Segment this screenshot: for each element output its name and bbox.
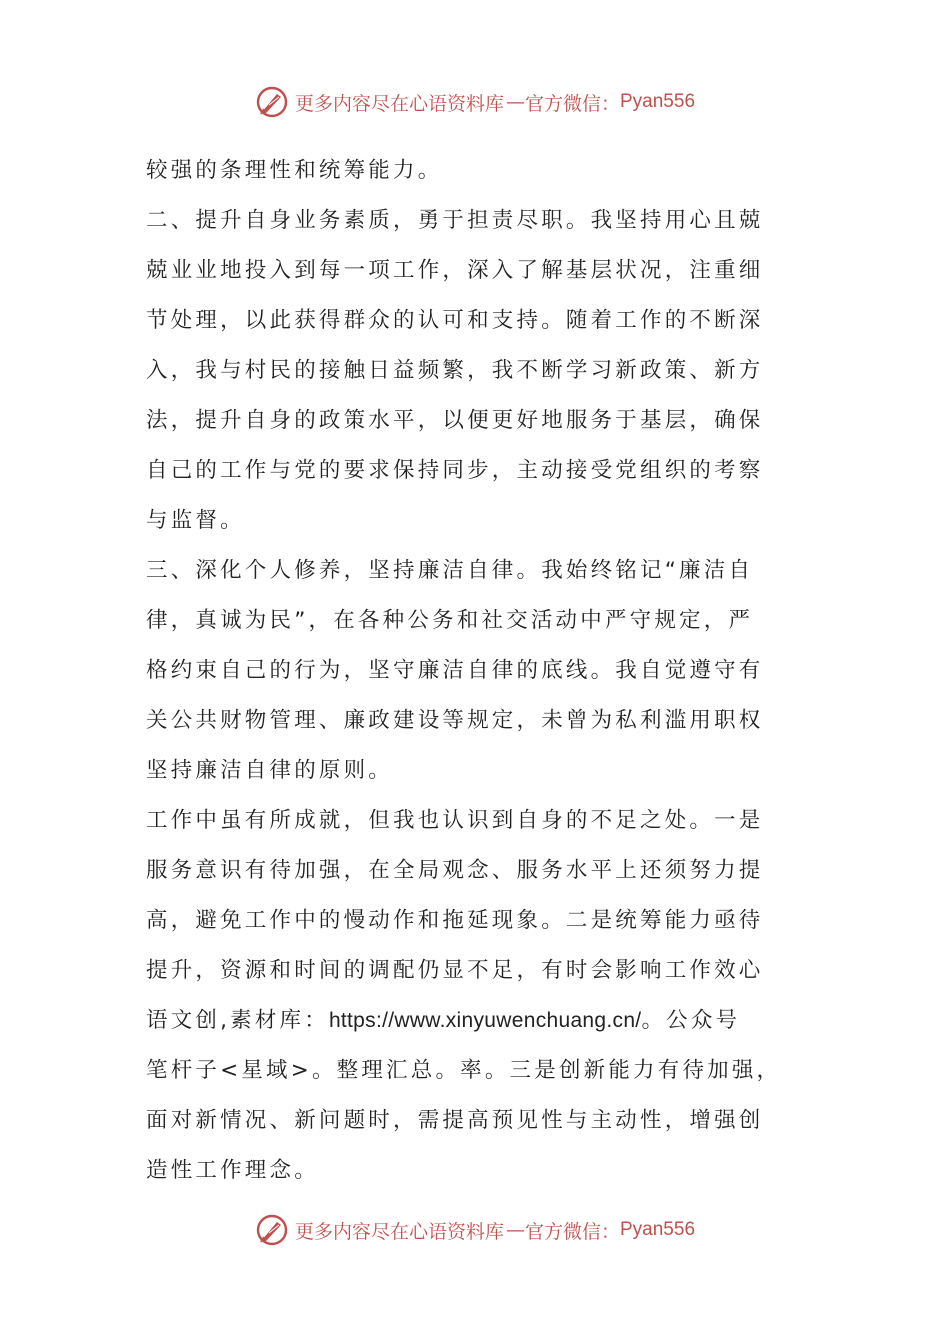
website-url: https://www.xinyuwenchuang.cn/ <box>328 1009 642 1032</box>
quill-pen-logo-icon <box>255 1213 289 1247</box>
text-line: 面对新情况、新问题时，需提高预见性与主动性，增强创 <box>146 1108 764 1133</box>
text-line: 服务意识有待加强，在全局观念、服务水平上还须努力提 <box>146 858 764 883</box>
brand-name: <星域> <box>220 1058 312 1083</box>
text-line: 坚持廉洁自律的原则。 <box>146 758 394 783</box>
watermark-dash: — <box>505 1219 523 1241</box>
watermark-wechat-label: 官方微信： <box>524 92 620 115</box>
text-line: 三、深化个人修养，坚持廉洁自律。我始终铭记“廉洁自 <box>146 558 754 583</box>
watermark-text: 更多内容尽在心语资料库 <box>294 1220 504 1243</box>
text-line: 高，避免工作中的慢动作和拖延现象。二是统筹能力亟待 <box>146 908 764 933</box>
watermark-wechat-id: Pyan556 <box>620 1219 696 1240</box>
text-line: 提升，资源和时间的调配仍显不足，有时会影响工作效心 <box>146 958 764 983</box>
text-line: 二、提升自身业务素质，勇于担责尽职。我坚持用心且兢 <box>146 208 764 233</box>
brand-prefix: 笔杆子 <box>146 1058 221 1083</box>
document-body <box>146 146 808 1196</box>
text-line: 格约束自己的行为，坚守廉洁自律的底线。我自觉遵守有 <box>146 658 764 683</box>
url-prefix: 语文创,素材库： <box>146 1008 329 1033</box>
watermark-wechat-id: Pyan556 <box>620 91 696 112</box>
text-line: 兢业业地投入到每一项工作，深入了解基层状况，注重细 <box>146 258 764 283</box>
text-line: 律，真诚为民”，在各种公务和社交活动中严守规定，严 <box>146 608 754 633</box>
text-line: 法，提升自身的政策水平，以便更好地服务于基层，确保 <box>146 408 764 433</box>
watermark-text: 更多内容尽在心语资料库 <box>294 92 504 115</box>
text-line: 自己的工作与党的要求保持同步，主动接受党组织的考察 <box>146 458 764 483</box>
url-suffix: 。公众号 <box>641 1008 741 1033</box>
quill-pen-logo-icon <box>255 85 289 119</box>
text-line: 与监督。 <box>146 508 245 533</box>
text-line: 入，我与村民的接触日益频繁，我不断学习新政策、新方 <box>146 358 764 383</box>
text-line-with-brand <box>146 1046 808 1096</box>
text-line: 工作中虽有所成就，但我也认识到自身的不足之处。一是 <box>146 808 764 833</box>
text-line: 节处理，以此获得群众的认可和支持。随着工作的不断深 <box>146 308 764 333</box>
watermark-wechat-label: 官方微信： <box>524 1220 620 1243</box>
footer-watermark <box>0 1208 950 1252</box>
text-line: 较强的条理性和统筹能力。 <box>146 158 443 183</box>
watermark-dash: — <box>505 91 523 113</box>
header-watermark <box>0 80 950 124</box>
text-line: 关公共财物管理、廉政建设等规定，未曾为私利滥用职权 <box>146 708 764 733</box>
text-line: 造性工作理念。 <box>146 1158 319 1183</box>
text-line-with-url <box>146 996 808 1046</box>
brand-suffix: 。整理汇总。率。三是创新能力有待加强， <box>311 1058 782 1083</box>
